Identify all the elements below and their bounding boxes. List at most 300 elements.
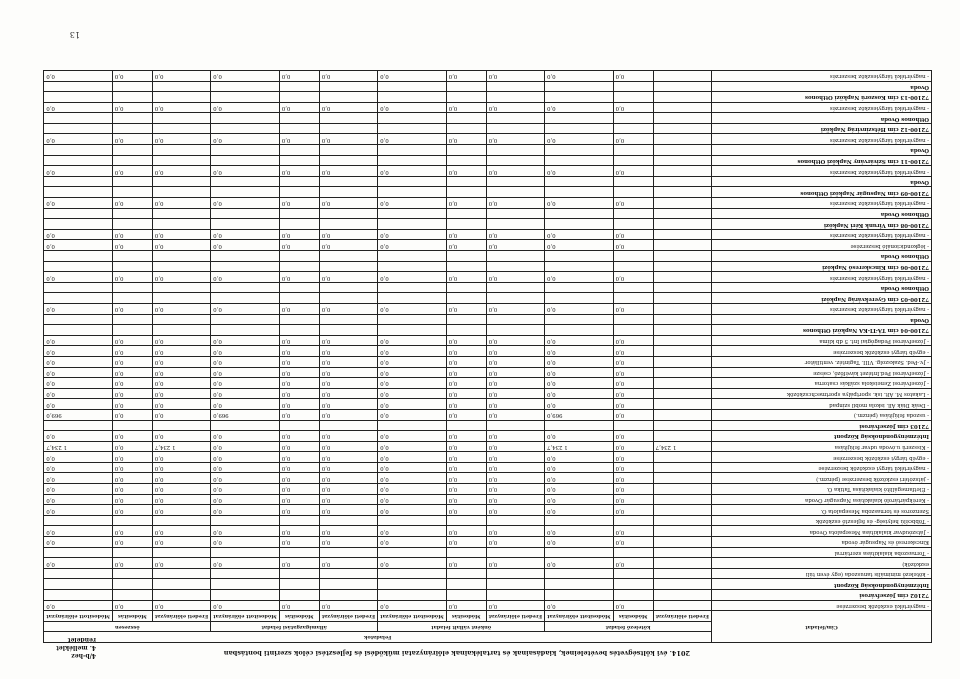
value-cell xyxy=(152,515,210,526)
value-cell: 0,0 xyxy=(613,600,653,611)
value-cell xyxy=(446,113,486,124)
value-cell: 0,0 xyxy=(211,102,280,113)
value-cell: 0,0 xyxy=(152,494,210,505)
row-label: Otthonos Óvoda xyxy=(712,208,932,219)
value-cell xyxy=(653,92,711,103)
value-cell: 0,0 xyxy=(279,537,319,548)
value-cell: 0,0 xyxy=(378,462,447,473)
value-cell xyxy=(613,261,653,272)
row-label: - Lakatos M. Ált. isk. sportpálya sportmechcszközök xyxy=(712,388,932,399)
value-cell xyxy=(653,515,711,526)
value-cell: 0,0 xyxy=(446,240,486,251)
value-cell xyxy=(653,282,711,293)
value-cell xyxy=(486,155,544,166)
value-cell xyxy=(152,123,210,134)
table-row xyxy=(44,600,932,611)
value-cell xyxy=(211,282,280,293)
value-cell xyxy=(486,261,544,272)
value-cell: 0,0 xyxy=(545,198,614,209)
value-cell xyxy=(378,282,447,293)
table-row xyxy=(44,441,932,452)
value-cell xyxy=(486,515,544,526)
value-cell: 0,0 xyxy=(486,240,544,251)
value-cell xyxy=(378,113,447,124)
value-cell xyxy=(446,219,486,230)
value-cell: 0,0 xyxy=(319,473,377,484)
value-cell: 0,0 xyxy=(545,462,614,473)
group-osszesen: összesen xyxy=(44,621,211,632)
value-cell xyxy=(211,251,280,262)
value-cell: 969,0 xyxy=(545,409,614,420)
value-cell: 0,0 xyxy=(279,166,319,177)
table-row xyxy=(44,304,932,315)
value-cell xyxy=(211,261,280,272)
value-cell: 0,0 xyxy=(378,367,447,378)
value-cell xyxy=(653,537,711,548)
value-cell: 0,0 xyxy=(112,346,152,357)
value-cell xyxy=(152,92,210,103)
value-cell: 0,0 xyxy=(44,229,113,240)
value-cell: 0,0 xyxy=(44,558,113,569)
value-cell xyxy=(446,187,486,198)
value-cell xyxy=(486,293,544,304)
value-cell: 0,0 xyxy=(545,494,614,505)
value-cell: 0,0 xyxy=(378,484,447,495)
value-cell: 0,0 xyxy=(545,378,614,389)
value-cell: 0,0 xyxy=(378,240,447,251)
value-cell: 0,0 xyxy=(446,378,486,389)
value-cell: 0,0 xyxy=(152,537,210,548)
value-cell xyxy=(486,219,544,230)
value-cell xyxy=(653,240,711,251)
subhead-cell: Módosított előirányzat xyxy=(211,611,280,622)
table-row xyxy=(44,325,932,336)
table-row xyxy=(44,558,932,569)
value-cell: 0,0 xyxy=(319,462,377,473)
value-cell: 0,0 xyxy=(613,229,653,240)
value-cell: 0,0 xyxy=(152,335,210,346)
value-cell xyxy=(279,579,319,590)
value-cell: 0,0 xyxy=(378,431,447,442)
table-row xyxy=(44,473,932,484)
value-cell: 0,0 xyxy=(545,388,614,399)
value-cell: 0,0 xyxy=(613,367,653,378)
value-cell: 0,0 xyxy=(211,356,280,367)
value-cell: 0,0 xyxy=(613,102,653,113)
group-allamigazgatasi: államigazgatási feladat xyxy=(211,621,378,632)
value-cell: 0,0 xyxy=(152,166,210,177)
value-cell xyxy=(446,176,486,187)
table-row xyxy=(44,568,932,579)
value-cell xyxy=(112,325,152,336)
value-cell: 0,0 xyxy=(211,537,280,548)
table-row xyxy=(44,356,932,367)
value-cell: 0,0 xyxy=(112,409,152,420)
value-cell: 0,0 xyxy=(279,378,319,389)
value-cell xyxy=(319,325,377,336)
value-cell xyxy=(319,187,377,198)
row-label: Szenzoros és tornaszoba Mesepalota Ó. xyxy=(712,505,932,516)
value-cell xyxy=(279,515,319,526)
row-label: - nagyértékű tárgyieszköz beszerzés xyxy=(712,229,932,240)
value-cell xyxy=(279,420,319,431)
value-cell xyxy=(319,314,377,325)
value-cell xyxy=(152,81,210,92)
value-cell xyxy=(112,515,152,526)
value-cell: 0,0 xyxy=(378,505,447,516)
table-row xyxy=(44,409,932,420)
value-cell xyxy=(152,155,210,166)
table-row xyxy=(44,579,932,590)
value-cell xyxy=(319,293,377,304)
value-cell: 0,0 xyxy=(319,272,377,283)
value-cell: 1 234,7 xyxy=(653,441,711,452)
value-cell xyxy=(545,92,614,103)
value-cell xyxy=(378,420,447,431)
value-cell: 0,0 xyxy=(446,335,486,346)
value-cell xyxy=(613,420,653,431)
value-cell: 0,0 xyxy=(446,166,486,177)
value-cell: 0,0 xyxy=(613,494,653,505)
row-label: 72100-05 cím Gyerekvárág Napközi xyxy=(712,293,932,304)
value-cell: 0,0 xyxy=(613,134,653,145)
value-cell xyxy=(613,590,653,601)
value-cell: 0,0 xyxy=(613,409,653,420)
value-cell: 0,0 xyxy=(44,388,113,399)
value-cell: 0,0 xyxy=(446,494,486,505)
row-label: eszközök) xyxy=(712,558,932,569)
value-cell: 0,0 xyxy=(152,600,210,611)
header-row-groups xyxy=(44,632,932,643)
table-row xyxy=(44,431,932,442)
value-cell xyxy=(545,251,614,262)
table-row xyxy=(44,293,932,304)
value-cell: 0,0 xyxy=(486,399,544,410)
value-cell xyxy=(545,208,614,219)
row-label: - játszótéri eszközök beszerzése (pénzm.) xyxy=(712,473,932,484)
value-cell xyxy=(613,187,653,198)
value-cell: 0,0 xyxy=(211,166,280,177)
value-cell xyxy=(446,155,486,166)
value-cell xyxy=(486,579,544,590)
row-label: Otthonos Óvoda xyxy=(712,251,932,262)
value-cell xyxy=(486,314,544,325)
value-cell xyxy=(112,92,152,103)
value-cell xyxy=(112,208,152,219)
value-cell: 0,0 xyxy=(279,452,319,463)
value-cell xyxy=(545,145,614,156)
value-cell xyxy=(486,568,544,579)
value-cell: 0,0 xyxy=(613,399,653,410)
value-cell xyxy=(211,92,280,103)
value-cell: 0,0 xyxy=(279,473,319,484)
value-cell xyxy=(44,187,113,198)
value-cell: 0,0 xyxy=(112,304,152,315)
row-label: - nagyértékű tárgyi eszközök beszerzése xyxy=(712,462,932,473)
value-cell: 0,0 xyxy=(279,494,319,505)
value-cell: 0,0 xyxy=(486,452,544,463)
value-cell: 0,0 xyxy=(319,378,377,389)
value-cell: 0,0 xyxy=(112,526,152,537)
row-label: Otthonos Óvoda xyxy=(712,113,932,124)
value-cell xyxy=(319,176,377,187)
value-cell xyxy=(653,123,711,134)
value-cell: 0,0 xyxy=(279,134,319,145)
value-cell xyxy=(112,282,152,293)
value-cell: 0,0 xyxy=(279,304,319,315)
value-cell xyxy=(152,568,210,579)
value-cell: 0,0 xyxy=(279,346,319,357)
value-cell xyxy=(378,590,447,601)
value-cell xyxy=(613,155,653,166)
value-cell: 0,0 xyxy=(319,409,377,420)
value-cell: 0,0 xyxy=(44,346,113,357)
value-cell xyxy=(613,325,653,336)
value-cell xyxy=(152,145,210,156)
value-cell xyxy=(653,261,711,272)
value-cell: 0,0 xyxy=(613,70,653,81)
value-cell: 0,0 xyxy=(279,409,319,420)
value-cell: 0,0 xyxy=(211,346,280,357)
value-cell xyxy=(545,113,614,124)
value-cell xyxy=(653,304,711,315)
value-cell: 0,0 xyxy=(44,166,113,177)
value-cell: 0,0 xyxy=(319,346,377,357)
value-cell xyxy=(613,293,653,304)
value-cell xyxy=(152,282,210,293)
table-row xyxy=(44,102,932,113)
value-cell: 0,0 xyxy=(152,505,210,516)
value-cell: 0,0 xyxy=(211,134,280,145)
value-cell xyxy=(211,176,280,187)
value-cell xyxy=(319,123,377,134)
value-cell: 0,0 xyxy=(112,494,152,505)
value-cell: 0,0 xyxy=(152,229,210,240)
value-cell xyxy=(211,420,280,431)
table-row xyxy=(44,229,932,240)
value-cell xyxy=(211,123,280,134)
value-cell: 0,0 xyxy=(319,102,377,113)
value-cell: 0,0 xyxy=(279,240,319,251)
value-cell xyxy=(378,145,447,156)
value-cell: 0,0 xyxy=(545,166,614,177)
value-cell xyxy=(279,547,319,558)
value-cell xyxy=(446,123,486,134)
value-cell: 0,0 xyxy=(378,102,447,113)
value-cell: 969,0 xyxy=(211,409,280,420)
value-cell: 0,0 xyxy=(152,388,210,399)
value-cell: 0,0 xyxy=(486,335,544,346)
table-row xyxy=(44,92,932,103)
value-cell: 0,0 xyxy=(152,399,210,410)
appendix-line: 4/b-hez xyxy=(71,652,96,659)
table-row xyxy=(44,145,932,156)
value-cell: 0,0 xyxy=(152,462,210,473)
row-label: - egyéb tárgyi eszközök beszerzése xyxy=(712,452,932,463)
value-cell xyxy=(446,420,486,431)
table-row xyxy=(44,462,932,473)
value-cell xyxy=(613,515,653,526)
value-cell: 0,0 xyxy=(112,452,152,463)
value-cell: 0,0 xyxy=(44,452,113,463)
value-cell xyxy=(613,282,653,293)
table-row xyxy=(44,251,932,262)
value-cell xyxy=(613,219,653,230)
page-number: 13 xyxy=(69,30,80,39)
appendix-line: 4. melléklet xyxy=(56,644,96,651)
value-cell xyxy=(613,113,653,124)
value-cell xyxy=(653,431,711,442)
table-row xyxy=(44,187,932,198)
value-cell: 0,0 xyxy=(44,473,113,484)
value-cell: 0,0 xyxy=(44,462,113,473)
value-cell: 0,0 xyxy=(378,526,447,537)
value-cell: 0,0 xyxy=(545,70,614,81)
value-cell: 0,0 xyxy=(446,272,486,283)
row-label: Otthonos Óvoda xyxy=(712,282,932,293)
value-cell xyxy=(44,145,113,156)
value-cell: 0,0 xyxy=(152,558,210,569)
row-label: - Tornaszoba kialakítása szertárral xyxy=(712,547,932,558)
value-cell xyxy=(112,568,152,579)
value-cell: 0,0 xyxy=(486,102,544,113)
value-cell xyxy=(653,251,711,262)
value-cell: 0,0 xyxy=(613,462,653,473)
value-cell: 0,0 xyxy=(279,229,319,240)
value-cell xyxy=(112,113,152,124)
value-cell xyxy=(486,325,544,336)
subhead-cell: Eredeti előirányzat xyxy=(319,611,377,622)
value-cell: 0,0 xyxy=(613,473,653,484)
value-cell: 0,0 xyxy=(486,229,544,240)
value-cell xyxy=(112,145,152,156)
table-row xyxy=(44,335,932,346)
value-cell: 0,0 xyxy=(211,378,280,389)
table-row xyxy=(44,282,932,293)
value-cell xyxy=(279,282,319,293)
value-cell: 0,0 xyxy=(446,367,486,378)
value-cell xyxy=(378,176,447,187)
value-cell xyxy=(319,590,377,601)
table-row xyxy=(44,494,932,505)
value-cell xyxy=(653,462,711,473)
row-label: - egyéb tárgyi eszközök beszerzése xyxy=(712,346,932,357)
value-cell xyxy=(279,81,319,92)
row-label: - Józsefvárosi Ped.Intézet kávéfőző, csésze xyxy=(712,367,932,378)
value-cell xyxy=(545,261,614,272)
value-cell xyxy=(319,92,377,103)
value-cell: 0,0 xyxy=(152,272,210,283)
value-cell: 0,0 xyxy=(152,70,210,81)
value-cell: 0,0 xyxy=(613,378,653,389)
row-label: 72100-13 cím Koszorú Napközi Otthonos xyxy=(712,92,932,103)
value-cell xyxy=(486,547,544,558)
value-cell xyxy=(613,123,653,134)
value-cell: 0,0 xyxy=(613,505,653,516)
value-cell xyxy=(279,219,319,230)
value-cell xyxy=(653,579,711,590)
value-cell: 0,0 xyxy=(211,452,280,463)
value-cell xyxy=(112,293,152,304)
value-cell: 0,0 xyxy=(486,367,544,378)
value-cell: 0,0 xyxy=(211,198,280,209)
value-cell xyxy=(319,515,377,526)
value-cell xyxy=(545,590,614,601)
value-cell xyxy=(112,261,152,272)
table-row xyxy=(44,208,932,219)
value-cell xyxy=(653,325,711,336)
table-row xyxy=(44,537,932,548)
value-cell xyxy=(653,600,711,611)
value-cell: 0,0 xyxy=(112,272,152,283)
value-cell: 0,0 xyxy=(319,356,377,367)
value-cell xyxy=(112,590,152,601)
value-cell xyxy=(653,293,711,304)
value-cell: 0,0 xyxy=(319,166,377,177)
subhead-cell: Módosított előirányzat xyxy=(378,611,447,622)
value-cell xyxy=(545,568,614,579)
value-cell: 0,0 xyxy=(279,335,319,346)
group-header: Feladatok xyxy=(44,632,712,643)
value-cell: 0,0 xyxy=(112,505,152,516)
value-cell: 0,0 xyxy=(319,70,377,81)
value-cell: 0,0 xyxy=(152,346,210,357)
value-cell xyxy=(545,187,614,198)
value-cell xyxy=(152,590,210,601)
table-row xyxy=(44,314,932,325)
value-cell: 1 234,7 xyxy=(545,441,614,452)
table-row xyxy=(44,240,932,251)
value-cell: 0,0 xyxy=(319,452,377,463)
value-cell: 0,0 xyxy=(152,367,210,378)
value-cell xyxy=(613,145,653,156)
value-cell: 0,0 xyxy=(446,409,486,420)
value-cell: 0,0 xyxy=(211,441,280,452)
value-cell xyxy=(545,314,614,325)
value-cell xyxy=(112,187,152,198)
row-label: - nagyértékű tárgyieszköz beszerzés xyxy=(712,134,932,145)
value-cell xyxy=(486,81,544,92)
table-row xyxy=(44,272,932,283)
value-cell: 0,0 xyxy=(446,388,486,399)
value-cell xyxy=(319,251,377,262)
value-cell: 0,0 xyxy=(613,272,653,283)
row-label: Intézménygondnokság Központ xyxy=(712,579,932,590)
value-cell: 0,0 xyxy=(112,240,152,251)
value-cell: 0,0 xyxy=(545,484,614,495)
value-cell: 0,0 xyxy=(545,229,614,240)
value-cell xyxy=(545,420,614,431)
value-cell xyxy=(378,155,447,166)
value-cell: 0,0 xyxy=(44,537,113,548)
value-cell: 0,0 xyxy=(613,346,653,357)
value-cell: 0,0 xyxy=(378,335,447,346)
value-cell: 0,0 xyxy=(486,505,544,516)
value-cell: 0,0 xyxy=(446,505,486,516)
value-cell: 0,0 xyxy=(279,526,319,537)
value-cell xyxy=(378,547,447,558)
value-cell: 0,0 xyxy=(486,409,544,420)
value-cell: 0,0 xyxy=(211,431,280,442)
value-cell xyxy=(152,579,210,590)
value-cell: 0,0 xyxy=(44,335,113,346)
appendix-line: rendelet xyxy=(67,636,96,643)
value-cell xyxy=(378,515,447,526)
value-cell: 0,0 xyxy=(279,272,319,283)
value-cell: 0,0 xyxy=(279,356,319,367)
value-cell xyxy=(112,251,152,262)
value-cell xyxy=(44,325,113,336)
